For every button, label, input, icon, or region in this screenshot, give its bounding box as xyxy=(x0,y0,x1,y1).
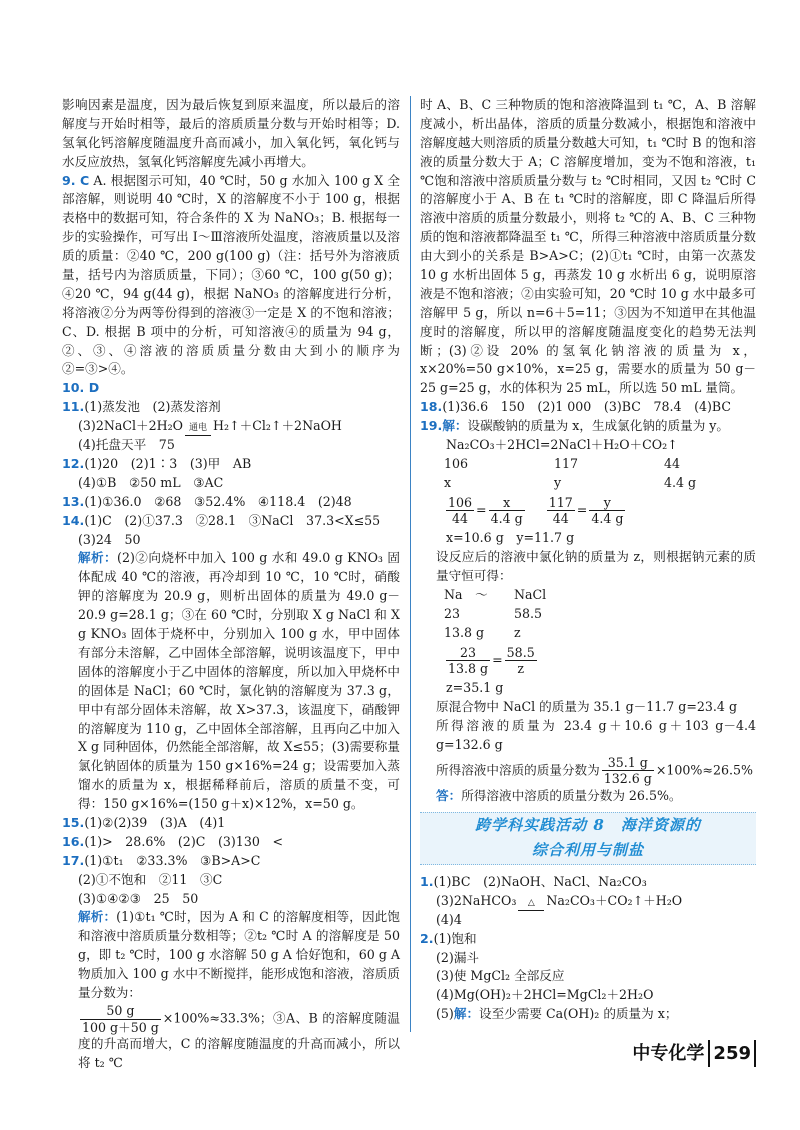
q19-proportion-row-2 xyxy=(420,645,756,677)
q8-continuation: 影响因素是温度，因为最后恢复到原来温度，所以最后的溶解度与开始时相等，最后的溶质质量分数与开始时相等；D. 氢氧化钙溶解度随温度升高而减小，加入氧化钙，氧化钙与水反应放热，氢氧化钙溶解度先减小再增大。 xyxy=(62,97,400,169)
q17-analysis-label: 解析： xyxy=(78,909,117,925)
q19-eq-sign-3: = xyxy=(492,652,503,668)
s2-part-e xyxy=(420,1005,756,1024)
q11-eq-left: (3)2NaCl＋2H₂O xyxy=(78,418,184,434)
s1-eq-left: (3)2NaHCO₃ xyxy=(436,892,517,908)
q17-analysis-text: (1)①t₁ ℃时，因为 A 和 C 的溶解度相等，因此饱和溶液中溶质质量分数相等；②t₂ ℃时 A 的溶解度是 50 g，即 t₂ ℃时，100 g 水溶解 50 g A 恰好饱和，60 g A 物质加入 100 g 水中不断搅拌，能形成饱和溶液，溶质质量分数为： xyxy=(78,909,400,1000)
s2-e-label: 解： xyxy=(453,1006,480,1022)
q14-analysis-label: 解析： xyxy=(78,550,118,566)
q16-part-a: (1)> 28.6% (2)C (3)130 < xyxy=(84,833,283,849)
q9-answer xyxy=(62,172,400,380)
q15-part-a: (1)②(2)39 (3)A (4)1 xyxy=(84,814,226,830)
q18-part-a: (1)36.6 150 (2)1 000 (3)BC 78.4 (4)BC xyxy=(442,399,732,415)
q14-number: 14. xyxy=(62,512,85,528)
s2-part-a: (1)饱和 xyxy=(433,930,477,946)
q15-number: 15. xyxy=(62,814,85,830)
q17-part-c: (3)①④②③ 25 50 xyxy=(78,890,199,906)
q11-part-c: (4)托盘天平 75 xyxy=(78,437,175,453)
q19-na-3c: z xyxy=(514,624,521,640)
q17-continuation: 时 A、B、C 三种物质的饱和溶液降温到 t₁ ℃，A、B 溶解度减小，析出晶体，溶质的质量分数减小，根据饱和溶液中溶解度越大则溶质的质量分数越大可知，t₁ ℃时 B 的饱和溶液的质量分数大于 A；C 溶解度增加，变为不饱和溶液，t₁ ℃饱和溶液中溶质质量分数与 t₂ ℃时相同，又因 t₂ ℃时 C 的溶解度小于 A、B 在 t₁ ℃时的溶解度，即 C 降温后所得溶液中溶质的质量分数最小，则将 t₂ ℃的 A、B、C 三种物质的饱和溶液都降温至 t₁ ℃，所得三种溶液中溶质质量分数由大到小的关系是 B>A>C；(2)①t₁ ℃时，由第一次蒸发 10 g 水析出固体 5 g，再蒸发 10 g 水析出 6 g，说明原溶液是不饱和溶液；②由实验可知，20 ℃时 10 g 水中最多可溶解甲 5 g，所以 n=6＋5=11；③因为不知道甲在其他温度时的溶解度，所以甲的溶解度随温度变化的趋势无法判断；(3)②设 20% 的氢氧化钠溶液的质量为 x，x×20%=50 g×10%，x=25 g，需要水的质量为 50 g－25 g=25 g，水的体积为 25 mL，所以选 50 mL 量筒。 xyxy=(420,97,756,396)
q9-text: A. 根据图示可知，40 ℃时，50 g 水加入 100 g X 全部溶解，则说明 40 ℃时，X 的溶解度不小于 100 g，根据表格中的数据可知，符合条件的 X 为 NaNO₃；B. 根据每一步的实验操作，可写出 Ⅰ～Ⅲ溶液所处温度，溶液质量以及溶质的质量：②40 ℃，200 g(100 g)（注：括号外为溶液质量，括号内为溶质质量，下同）；③60 ℃，100 g(50 g)；④20 ℃，94 g(44 g)，根据 NaNO₃ 的溶解度进行分析，将溶液②分为两等份得到的溶液③一定是 X 的不饱和溶液；C、D. 根据 B 项中的分析，可知溶液④的质量为 94 g，②、③、④溶液的溶质质量分数由大到小的顺序为②=③>④。 xyxy=(62,172,400,377)
q19-na-c: NaCl xyxy=(514,586,547,602)
s1-part-a: (1)BC (2)NaOH、NaCl、Na₂CO₃ xyxy=(433,873,647,889)
q19-paragraph-2: 设反应后的溶液中氯化钠的质量为 z，则根据钠元素的质量守恒可得： xyxy=(436,549,756,583)
q19-result-1: x=10.6 g y=11.7 g xyxy=(446,530,575,546)
s1-part-c: (4)4 xyxy=(436,911,462,927)
s2-answer xyxy=(420,930,756,949)
q11-part-a: (1)蒸发池 (2)蒸发溶剂 xyxy=(84,399,221,415)
q19-eq-sign-2: = xyxy=(576,502,588,518)
q19-f4-den: 4.4 g xyxy=(591,511,624,527)
q9-number: 9. C xyxy=(62,172,90,188)
section-heading-line-2: 综合利用与制盐 xyxy=(531,841,644,860)
q19-number: 19. xyxy=(420,418,443,434)
q13-part-a: (1)①36.0 ②68 ③52.4% ④118.4 (2)48 xyxy=(84,493,352,509)
q19-f3-num: 117 xyxy=(548,494,573,510)
q14-part-a: (1)C (2)①37.3 ②28.1 ③NaCl 37.3<X≤55 xyxy=(84,512,381,528)
q14-analysis xyxy=(62,549,400,813)
q19-answer-text: 所得溶液中溶质的质量分数为 26.5%。 xyxy=(461,788,682,804)
q16-answer xyxy=(62,833,400,852)
q14-answer xyxy=(62,512,400,531)
q11-answer xyxy=(62,398,400,417)
q15-answer xyxy=(62,814,400,833)
q12-answer xyxy=(62,455,400,474)
right-column xyxy=(420,96,756,1024)
q17-frac-post: ×100%≈33.3%；③A、B 的溶解度随温度的升高而增大，C 的溶解度随温度的升高而减小，所以将 t₂ ℃ xyxy=(78,1010,400,1071)
q19-t2-c2: y xyxy=(554,474,562,490)
q17-fraction xyxy=(80,1003,161,1035)
q19-label: 解： xyxy=(442,418,468,434)
q19-answer-label: 答： xyxy=(436,788,462,804)
q19-f7-num: 35.1 g xyxy=(602,755,654,772)
q17-answer xyxy=(62,852,400,871)
q19-na-2a: 23 xyxy=(444,605,461,621)
s2-e-pre: (5) xyxy=(436,1006,454,1022)
page-footer xyxy=(632,1040,756,1067)
q13-answer xyxy=(62,493,400,512)
s2-part-d: (4)Mg(OH)₂＋2HCl=MgCl₂＋2H₂O xyxy=(436,987,654,1003)
s1-eq-right: Na₂CO₃＋CO₂↑＋H₂O xyxy=(546,892,683,908)
q18-answer xyxy=(420,398,756,417)
q19-eq-sign-1: = xyxy=(476,502,487,518)
q19-t1-c2: 117 xyxy=(554,455,579,471)
q19-f2-den: 4.4 g xyxy=(490,511,523,527)
q11-eq-arrow xyxy=(185,424,211,436)
q19-f2-num: x xyxy=(489,495,525,512)
q12-part-a: (1)20 (2)1∶3 (3)甲 AB xyxy=(84,456,252,472)
q19-f1-den: 44 xyxy=(452,511,469,527)
q17-part-b: (2)①不饱和 ②11 ③C xyxy=(78,871,223,887)
q19-paragraph-3: 原混合物中 NaCl 的质量为 35.1 g－11.7 g=23.4 g xyxy=(436,698,738,714)
s1-number: 1. xyxy=(420,873,434,889)
q11-number: 11. xyxy=(62,399,85,415)
q17-part-a: (1)①t₁ ②33.3% ③B>A>C xyxy=(84,852,261,868)
s1-equation xyxy=(420,892,756,911)
q19-f6-den: z xyxy=(517,661,525,677)
q19-t2-c3: 4.4 g xyxy=(664,474,697,490)
q17-number: 17. xyxy=(62,852,85,868)
q19-p5-pre: 所得溶液中溶质的质量分数为 xyxy=(436,762,600,778)
q19-f7-den: 132.6 g xyxy=(603,771,652,787)
q19-proportion-3 xyxy=(444,645,539,677)
q19-f6-num: 58.5 xyxy=(506,644,535,660)
q13-number: 13. xyxy=(62,493,85,509)
q19-answer xyxy=(420,417,756,436)
q19-ratio-table-2 xyxy=(420,586,756,643)
s1-eq-arrow xyxy=(518,899,544,911)
q19-f5-num: 23 xyxy=(446,645,490,662)
s2-part-c: (3)使 MgCl₂ 全部反应 xyxy=(436,968,565,984)
q19-answer-line xyxy=(420,787,756,806)
q19-proportion-2 xyxy=(545,495,628,527)
s2-part-b: (2)漏斗 xyxy=(436,949,480,965)
q19-result-2: z=35.1 g xyxy=(446,679,504,695)
book-title: 中专化学 xyxy=(632,1043,705,1064)
q19-na-2c: 58.5 xyxy=(514,605,543,621)
q17-analysis xyxy=(62,908,400,1002)
section-heading-line-1: 跨学科实践活动 8 海洋资源的 xyxy=(475,815,701,834)
q12-part-b: (4)①B ②50 mL ③AC xyxy=(78,474,224,490)
q11-eq-condition: 通电 xyxy=(189,423,208,434)
q19-p5-post: ×100%≈26.5% xyxy=(655,762,753,778)
q19-t2-c1: x xyxy=(444,474,452,490)
q19-paragraph-4: 所得溶液的质量为 23.4 g＋10.6 g＋103 g－4.4 g=132.6 g xyxy=(436,717,756,752)
s1-answer xyxy=(420,873,756,892)
q17-frac-numerator: 50 g xyxy=(80,1003,161,1020)
q14-part-b: (3)24 50 xyxy=(78,531,141,547)
q19-na-row1 xyxy=(444,586,514,605)
q16-number: 16. xyxy=(62,833,85,849)
s2-number: 2. xyxy=(420,930,434,946)
q19-f1-num: 106 xyxy=(448,494,473,510)
q19-t1-c1: 106 xyxy=(444,455,469,471)
s1-eq-condition: △ xyxy=(527,897,535,908)
left-column xyxy=(62,96,400,1073)
q19-f4-num: y xyxy=(589,495,625,512)
q17-fraction-line xyxy=(62,1003,400,1073)
q10-number: 10. D xyxy=(62,380,100,396)
q19-ratio-table-1 xyxy=(420,455,756,493)
q19-t1-c3: 44 xyxy=(664,455,681,471)
q19-na-a: Na xyxy=(444,586,463,602)
q19-f5-den: 13.8 g xyxy=(448,661,489,677)
q19-f3-den: 44 xyxy=(552,511,569,527)
q19-na-b: ～ xyxy=(475,586,488,602)
q19-paragraph-5 xyxy=(420,755,756,787)
s2-e-text: 设至少需要 Ca(OH)₂ 的质量为 x； xyxy=(479,1006,678,1022)
q12-number: 12. xyxy=(62,456,85,472)
page-number: 259 xyxy=(708,1040,756,1067)
q14-analysis-text: (2)②向烧杯中加入 100 g 水和 49.0 g KNO₃ 固体配成 40 ℃的溶液，再冷却到 10 ℃，10 ℃时，硝酸钾的溶解度为 20.9 g，则析出固体的质量为 49.0 g－20.9 g=28.1 g；③在 60 ℃时，分别取 X g NaCl 和 X g KNO₃ 固体于烧杯中，分别加入 100 g 水，甲中固体有部分未溶解，乙中固体全部溶解，说明该温度下，甲中固体的溶解度小于乙中固体的溶解度，所以加入甲烧杯中的固体是 NaCl；60 ℃时，氯化钠的溶解度为 37.3 g，甲中有部分固体未溶解，故 X>37.3，该温度下，硝酸钾的溶解度为 110 g，乙中固体全部溶解，且再向乙中加入 X g 同种固体，仍然能全部溶解，故 X≤55；(3)需要称量氯化钠固体的质量为 150 g×16%=24 g；设需要加入蒸馏水的质量为 x，根据稀释前后，溶质的质量不变，可得：150 g×16%=(150 g＋x)×12%，x=50 g。 xyxy=(78,550,400,812)
column-divider xyxy=(410,96,411,1032)
q18-number: 18. xyxy=(420,399,443,415)
q11-eq-right: H₂↑＋Cl₂↑＋2NaOH xyxy=(213,418,342,434)
q19-proportion-1 xyxy=(444,495,527,527)
q11-equation xyxy=(62,417,400,436)
q19-na-3a: 13.8 g xyxy=(444,624,485,640)
q10-answer xyxy=(62,379,400,398)
q19-proportion-row xyxy=(420,495,756,527)
q17-frac-denominator: 100 g＋50 g xyxy=(82,1019,159,1035)
q19-intro: 设碳酸钠的质量为 x，生成氯化钠的质量为 y。 xyxy=(467,418,730,434)
q19-equation: Na₂CO₃＋2HCl=2NaCl＋H₂O＋CO₂↑ xyxy=(446,437,678,453)
section-heading xyxy=(420,812,756,865)
